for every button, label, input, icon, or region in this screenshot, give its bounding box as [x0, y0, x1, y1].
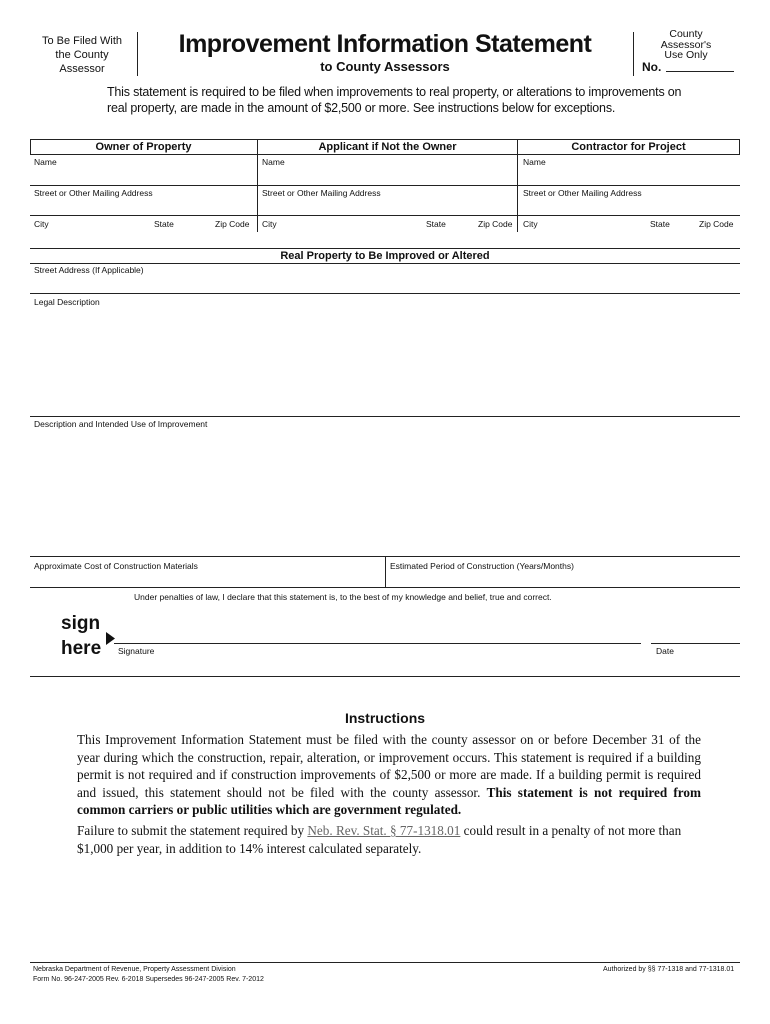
applicant-heading: Applicant if Not the Owner: [318, 141, 457, 153]
header-divider-left: [137, 32, 138, 76]
cost-period-field[interactable]: [30, 587, 740, 588]
contractor-name-label: Name: [523, 157, 546, 167]
form-subtitle: to County Assessors: [320, 59, 450, 74]
instructions-paragraph-2: [77, 822, 701, 857]
owner-heading: Owner of Property: [95, 141, 192, 153]
intended-use-label: Description and Intended Use of Improvement: [34, 419, 208, 429]
property-heading: Real Property to Be Improved or Altered: [280, 250, 490, 262]
contractor-street-label: Street or Other Mailing Address: [523, 188, 642, 198]
applicant-zip-label: Zip Code: [478, 219, 513, 229]
applicant-street-label: Street or Other Mailing Address: [262, 188, 381, 198]
street-address-field[interactable]: [30, 293, 740, 294]
owner-name-field[interactable]: [30, 185, 257, 186]
footer-form-no: Form No. 96-247-2005 Rev. 6-2018 Supersedes 96-247-2005 Rev. 7-2012: [33, 976, 264, 983]
legal-description-field[interactable]: [30, 416, 740, 417]
legal-description-label: Legal Description: [34, 297, 100, 307]
owner-zip-label: Zip Code: [215, 219, 250, 229]
owner-state-label: State: [154, 219, 174, 229]
header-divider-right: [633, 32, 634, 76]
instructions-heading: Instructions: [344, 710, 426, 726]
date-label: Date: [656, 646, 674, 656]
intro-text: This statement is required to be filed when improvements to real property, or alterations to improvements on real property, are made in the amount of $2,500 or more. See instructions below for exceptions.: [107, 85, 682, 115]
assessor-no-label: No.: [642, 60, 662, 74]
penalty-text-pre: Failure to submit the statement required by: [77, 823, 308, 838]
contractor-zip-label: Zip Code: [699, 219, 734, 229]
exemption-text: This statement is not required from common carriers or public utilities which are government regulated.: [77, 784, 701, 817]
owner-street-label: Street or Other Mailing Address: [34, 188, 153, 198]
instructions-text: This Improvement Information Statement must be filed with the county assessor on or before December 31 of the year during which the construction, repair, alteration, or improvement occurs. This statement is required if a building permit is not required and if construction improvements of $2,500 or more are made. If a building permit is required and issued, this statement should not be filed with the county assessor.: [77, 732, 701, 800]
here-word: here: [61, 638, 102, 659]
est-period-label: Estimated Period of Construction (Years/Months): [390, 561, 574, 571]
footer-authorized: Authorized by §§ 77-1318 and 77-1318.01: [603, 966, 735, 973]
declaration-text: Under penalties of law, I declare that this statement is, to the best of my knowledge and belief, true and correct.: [134, 592, 552, 602]
sign-arrow-icon: [106, 632, 115, 650]
contractor-street-field[interactable]: [517, 215, 740, 216]
owner-street-field[interactable]: [30, 215, 257, 216]
applicant-name-field[interactable]: [257, 185, 517, 186]
signature-label: Signature: [118, 646, 155, 656]
form-title: Improvement Information Statement: [178, 30, 592, 58]
assessor-no-field[interactable]: [666, 71, 734, 72]
street-address-label: Street Address (If Applicable): [34, 265, 144, 275]
footer-dept: Nebraska Department of Revenue, Property Assessment Division: [33, 966, 236, 973]
contractor-heading: Contractor for Project: [571, 141, 686, 153]
owner-city-label: City: [34, 219, 49, 229]
owner-name-label: Name: [34, 157, 57, 167]
applicant-name-label: Name: [262, 157, 285, 167]
contractor-name-field[interactable]: [517, 185, 740, 186]
filed-with-note: To Be Filed With the County Assessor: [41, 35, 123, 75]
statute-link[interactable]: Neb. Rev. Stat. § 77-1318.01: [307, 823, 461, 838]
contractor-city-label: City: [523, 219, 538, 229]
contractor-state-label: State: [650, 219, 670, 229]
applicant-street-field[interactable]: [257, 215, 517, 216]
approx-cost-label: Approximate Cost of Construction Materials: [34, 561, 198, 571]
applicant-state-label: State: [426, 219, 446, 229]
date-field[interactable]: [651, 643, 740, 644]
penalty-text-post: could result in a penalty of not more than $1,000 per year, in addition to 14% interest calculated separately.: [77, 823, 682, 856]
sign-word: sign: [61, 613, 101, 634]
instructions-paragraph-1: [77, 731, 701, 819]
applicant-city-label: City: [262, 219, 277, 229]
assessor-use-only: County Assessor's Use Only: [660, 28, 712, 61]
signature-field[interactable]: [114, 643, 641, 644]
